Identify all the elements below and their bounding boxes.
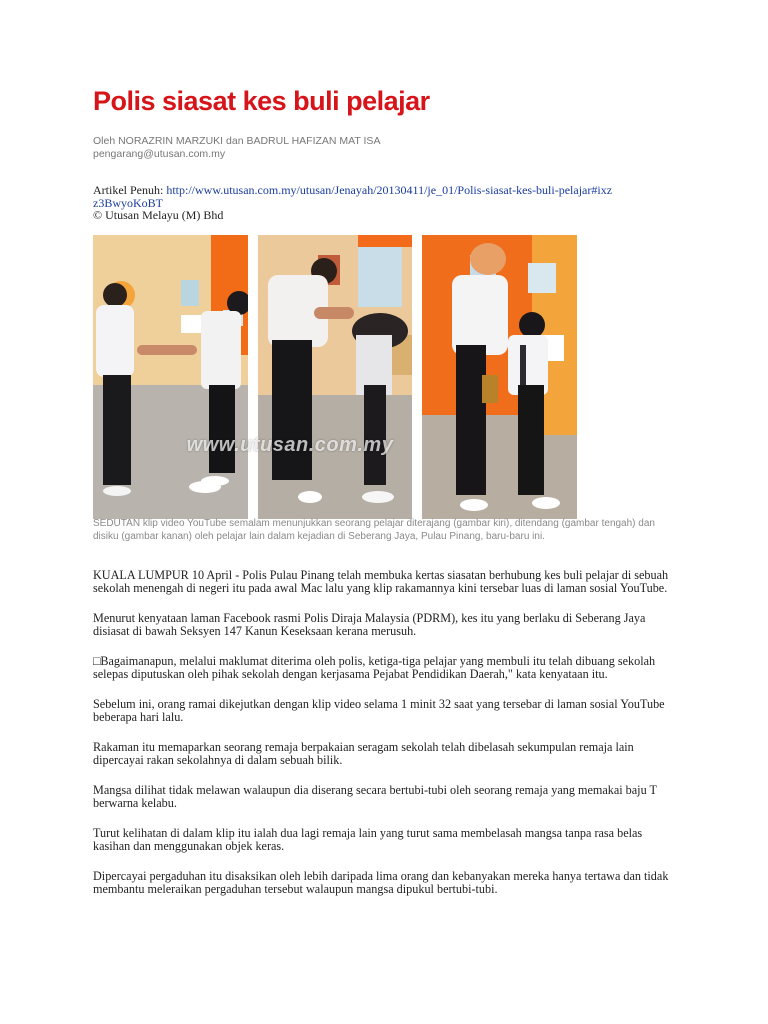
article-paragraph: □Bagaimanapun, melalui maklumat diterima oleh polis, ketiga-tiga pelajar yang membuli itu telah dibuang sekolah selepas diputuskan oleh pihak sekolah dengan kerjasama Pejabat Pendidikan Daerah," kata kenyataan itu. [93, 654, 656, 681]
photo-middle-image [258, 235, 412, 519]
article-paragraph: Menurut kenyataan laman Facebook rasmi Polis Diraja Malaysia (PDRM), kes itu yang berlaku di Seberang Jaya disiasat di bawah Seksyen 147 Kanun Keseksaan kerana merusuh. [93, 611, 646, 638]
source-label: Artikel Penuh: [93, 183, 167, 197]
copyright-line: © Utusan Melayu (M) Bhd [93, 208, 224, 222]
photo-strip [93, 235, 577, 519]
article-title: Polis siasat kes buli pelajar [93, 86, 430, 116]
photo-left-image [93, 235, 248, 519]
photo-watermark: www.utusan.com.my [186, 434, 394, 456]
article-paragraph: Mangsa dilihat tidak melawan walaupun dia diserang secara bertubi-tubi oleh seorang remaja yang memakai baju T berwarna kelabu. [93, 783, 657, 810]
article-paragraph: Rakaman itu memaparkan seorang remaja berpakaian seragam sekolah telah dibelasah sekumpulan remaja lain dipercayai rakan sekolahnya di dalam sebuah bilik. [93, 740, 634, 767]
photo-right-image [422, 235, 577, 519]
photo-middle [258, 235, 412, 519]
byline-block [93, 135, 380, 160]
source-link[interactable]: http://www.utusan.com.my/utusan/Jenayah/20130411/je_01/Polis-siasat-kes-buli-pelajar#ixzz3BwyoKoBT [93, 183, 613, 210]
photo-left [93, 235, 248, 519]
photo-right [422, 235, 577, 519]
article-paragraph: Dipercayai pergaduhan itu disaksikan oleh lebih daripada lima orang dan kebanyakan mereka hanya tertawa dan tidak membantu meleraikan pergaduhan tersebut walaupun mangsa dipukul bertubi-tubi. [93, 869, 669, 896]
author-line: Oleh NORAZRIN MARZUKI dan BADRUL HAFIZAN MAT ISA [93, 135, 381, 147]
article-paragraph: KUALA LUMPUR 10 April - Polis Pulau Pinang telah membuka kertas siasatan berhubung kes buli pelajar di sebuah sekolah menengah di negeri itu pada awal Mac lalu yang klip rakamannya kini tersebar luas di laman sosial YouTube. [93, 568, 669, 595]
article-body [93, 569, 678, 913]
photo-caption: SEDUTAN klip video YouTube semalam menunjukkan seorang pelajar diterajang (gambar kiri), ditendang (gambar tengah) dan disiku (gambar kanan) oleh pelajar lain dalam kejadian di Seberang Jaya, Pulau Pinang, baru-baru ini. [93, 518, 655, 542]
article-paragraph: Turut kelihatan di dalam klip itu ialah dua lagi remaja lain yang turut sama membelasah mangsa tanpa rasa belas kasihan dan menggunakan objek keras. [93, 826, 643, 853]
source-block [93, 184, 613, 222]
author-email: pengarang@utusan.com.my [93, 147, 226, 160]
article-paragraph: Sebelum ini, orang ramai dikejutkan dengan klip video selama 1 minit 32 saat yang tersebar di laman sosial YouTube beberapa hari lalu. [93, 697, 665, 724]
